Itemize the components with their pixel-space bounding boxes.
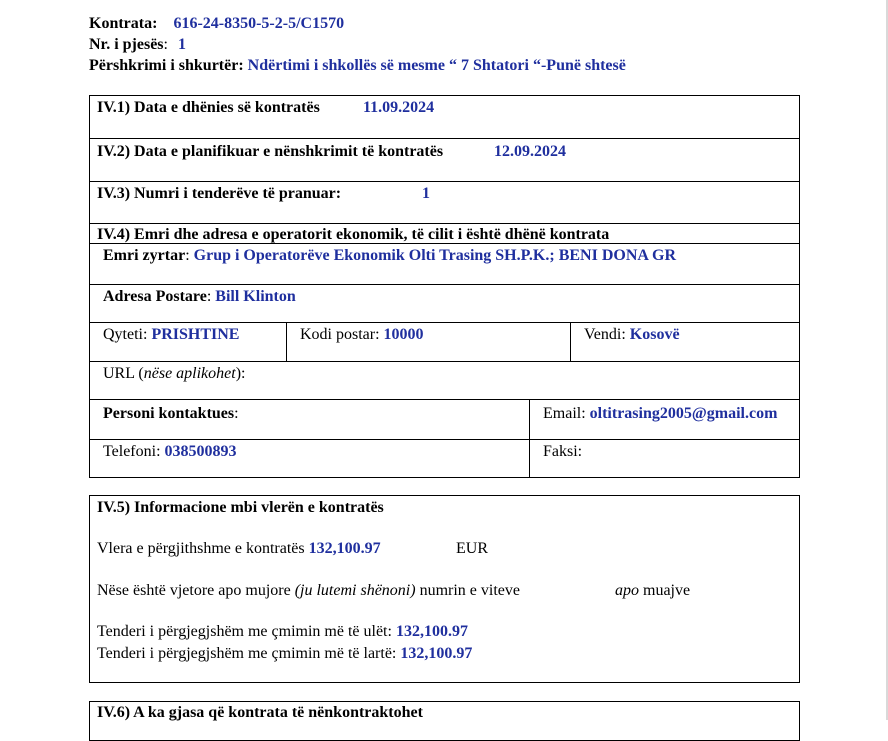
contact-field — [103, 405, 239, 423]
iv2-date: 12.09.2024 — [494, 143, 566, 160]
iv2-row — [90, 138, 799, 181]
city-label: Qyteti: — [103, 326, 148, 343]
lowest-price-value: 132,100.97 — [395, 623, 468, 640]
annual-note: (ju lutemi shënoni) — [294, 582, 416, 599]
iv4-label: IV.4) Emri dhe adresa e operatorit ekonomik, të cilit i është dhënë kontrata — [97, 226, 610, 243]
section-iv-box — [89, 95, 800, 478]
iv5-title: IV.5) Informacione mbi vlerën e kontratës — [97, 499, 384, 516]
phone-label: Telefoni: — [103, 443, 161, 460]
iv3-label: IV.3) Numri i tenderëve të pranuar: — [97, 185, 342, 202]
url-field — [103, 365, 245, 383]
iv6-title: IV.6) A ka gjasa që kontrata të nënkontraktohet — [97, 704, 423, 721]
total-value: 132,100.97 — [308, 540, 381, 557]
phone-row — [90, 439, 799, 477]
annual-years: numrin e viteve — [419, 582, 520, 599]
postal-address-value: Bill Klinton — [215, 288, 296, 305]
country-cell — [570, 323, 799, 361]
email-field — [543, 405, 777, 423]
description-value: Ndërtimi i shkollës së mesme “ 7 Shtatori “-Punë shtesë — [247, 57, 626, 74]
lowest-price-field — [97, 623, 468, 641]
description-label: Përshkrimi i shkurtër: — [89, 57, 244, 74]
official-name-colon: : — [185, 247, 190, 264]
annual-field — [97, 582, 520, 600]
iv1-date: 11.09.2024 — [363, 99, 435, 116]
iv2-label: IV.2) Data e planifikuar e nënshkrimit të kontratës — [97, 143, 444, 160]
part-colon: : — [163, 36, 168, 53]
official-name-row — [90, 243, 799, 284]
postal-address-label: Adresa Postare — [103, 288, 207, 305]
official-name-field — [103, 247, 676, 265]
part-number: 1 — [177, 36, 186, 53]
country-label: Vendi: — [584, 326, 626, 343]
city-value: PRISHTINE — [151, 326, 240, 343]
section-iv5-box — [89, 495, 800, 683]
country-value: Kosovë — [629, 326, 680, 343]
iv3-row — [90, 181, 799, 223]
total-value-label: Vlera e përgjithshme e kontratës — [97, 540, 305, 557]
postal-address-field — [103, 288, 296, 306]
annual-text: Nëse është vjetore apo mujore — [97, 582, 291, 599]
iv3-count: 1 — [422, 185, 430, 202]
city-field — [103, 326, 239, 344]
postcode-value: 10000 — [383, 326, 424, 343]
annual-months: muajve — [643, 582, 691, 599]
lowest-price-label: Tenderi i përgjegjshëm me çmimin më të ulët: — [97, 623, 392, 640]
phone-field — [103, 443, 237, 461]
part-label: Nr. i pjesës — [89, 36, 164, 53]
annual-or: apo — [615, 582, 639, 599]
postal-address-row — [90, 284, 799, 322]
contract-number: 616-24-8350-5-2-5/C1570 — [173, 15, 345, 32]
contract-label: Kontrata: — [89, 15, 158, 32]
country-field — [584, 326, 680, 344]
url-end: ): — [235, 365, 246, 382]
section-iv6-box — [89, 701, 800, 741]
highest-price-label: Tenderi i përgjegjshëm me çmimin më të lartë: — [97, 645, 397, 662]
iv1-row — [90, 96, 799, 138]
email-cell — [529, 400, 799, 439]
postal-address-colon: : — [206, 288, 212, 305]
postcode-field — [300, 326, 424, 344]
official-name-label: Emri zyrtar — [103, 247, 186, 264]
description-line — [89, 57, 626, 75]
contact-label: Personi kontaktues — [103, 405, 235, 422]
url-label: URL ( — [103, 365, 144, 382]
highest-price-field — [97, 645, 472, 663]
currency: EUR — [456, 540, 488, 557]
part-line — [89, 36, 186, 54]
url-row — [90, 361, 799, 399]
highest-price-value: 132,100.97 — [400, 645, 473, 662]
email-label: Email: — [543, 405, 586, 422]
contact-colon: : — [234, 405, 239, 422]
official-name-value: Grup i Operatorëve Ekonomik Olti Trasing SH.P.K.; BENI DONA GR — [193, 247, 677, 264]
postcode-label: Kodi postar: — [300, 326, 380, 343]
fax-label: Faksi: — [543, 443, 583, 460]
total-value-field — [97, 540, 381, 558]
url-note: nëse aplikohet — [143, 365, 236, 382]
phone-value: 038500893 — [164, 443, 237, 460]
city-row — [90, 322, 799, 361]
iv4-title-row — [90, 223, 799, 243]
fax-cell — [529, 440, 799, 477]
email-value: oltitrasing2005@gmail.com — [589, 405, 778, 422]
annual-months-field — [615, 582, 690, 600]
contract-line — [89, 15, 344, 33]
contact-row — [90, 399, 799, 439]
iv1-label: IV.1) Data e dhënies së kontratës — [97, 99, 320, 116]
